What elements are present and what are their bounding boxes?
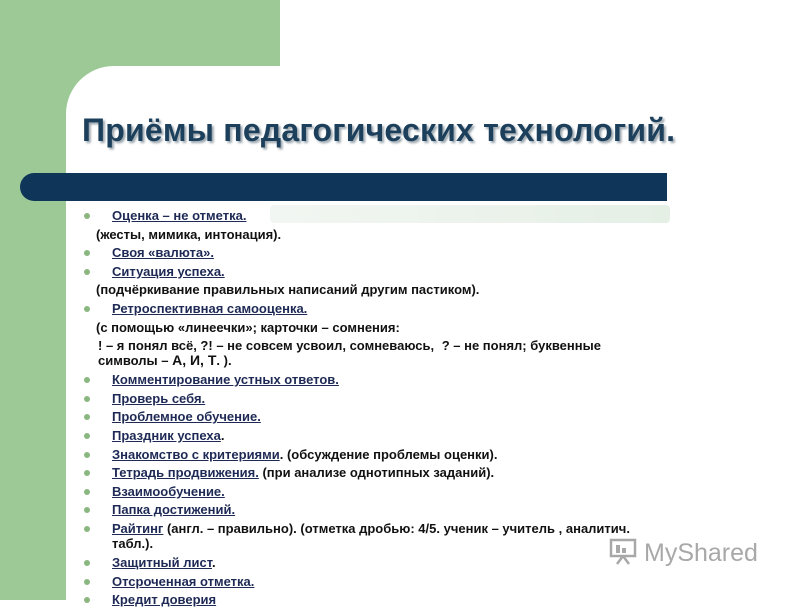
- note-text: . ).: [216, 353, 232, 369]
- item-link[interactable]: Райтинг: [112, 520, 164, 536]
- bullet-dot-icon: [84, 433, 90, 439]
- title-underline-bar: [20, 173, 667, 201]
- item-suffix: .: [211, 554, 216, 570]
- bullet-dot-icon: [84, 396, 90, 402]
- item-link[interactable]: Праздник успеха: [112, 427, 221, 443]
- watermark: [608, 536, 758, 573]
- item-link[interactable]: Ретроспективная самооценка.: [112, 300, 308, 316]
- item-suffix: . (обсуждение проблемы оценки).: [279, 446, 498, 462]
- bullet-dot-icon: [84, 269, 90, 275]
- bullet-dot-icon: [84, 377, 90, 383]
- item-link[interactable]: Защитный лист: [112, 554, 212, 570]
- bullet-dot-icon: [84, 414, 90, 420]
- note-text: символы –: [98, 353, 169, 369]
- presentation-board-icon: [608, 536, 638, 573]
- list-item: [84, 208, 784, 224]
- bullet-dot-icon: [84, 560, 90, 566]
- item-link[interactable]: Комментирование устных ответов.: [112, 372, 339, 388]
- item-link[interactable]: Папка достижений.: [112, 502, 236, 518]
- list-item: [84, 465, 784, 481]
- list-item: [84, 264, 784, 280]
- bullet-dot-icon: [84, 579, 90, 585]
- bullet-dot-icon: [84, 526, 90, 532]
- note-text: (с помощью «линеечки»; карточки – сомнения:: [96, 319, 400, 335]
- note-text: ? – не понял; буквенные: [441, 338, 601, 354]
- list-item: [84, 301, 784, 317]
- bullet-dot-icon: [84, 452, 90, 458]
- bullet-dot-icon: [84, 507, 90, 513]
- item-link[interactable]: Своя «валюта».: [112, 245, 214, 261]
- item-link[interactable]: Оценка – не отметка.: [112, 208, 247, 223]
- note-text: (подчёркивание правильных написаний другим пастиком).: [96, 282, 480, 298]
- item-link[interactable]: Ситуация успеха.: [112, 263, 225, 279]
- bullet-dot-icon: [84, 250, 90, 256]
- list-item: [84, 428, 784, 444]
- list-item: [84, 391, 784, 407]
- item-suffix: (англ. – правильно). (отметка дробью: 4/5. ученик – учитель , аналитич.: [163, 520, 630, 536]
- item-link[interactable]: Отсроченная отметка.: [112, 573, 255, 589]
- symbols-text: А, И, Т: [172, 352, 217, 369]
- bullet-dot-icon: [84, 597, 90, 603]
- list-note-symbols: [84, 338, 784, 368]
- list-item: [84, 245, 784, 261]
- bullet-dot-icon: [84, 213, 90, 219]
- item-link[interactable]: Взаимообучение.: [112, 483, 225, 499]
- bullet-dot-icon: [84, 306, 90, 312]
- item-link[interactable]: Тетрадь продвижения.: [112, 465, 259, 481]
- note-text: ! – я понял всё, ?! – не совсем усвоил, сомневаюсь,: [98, 338, 435, 354]
- list-item: [84, 372, 784, 388]
- slide-title: Приёмы педагогических технологий.: [82, 112, 676, 148]
- list-item: [84, 447, 784, 463]
- list-item: [84, 484, 784, 500]
- item-link[interactable]: Кредит доверия: [112, 592, 217, 608]
- list-note: [84, 282, 784, 298]
- list-item: [84, 409, 784, 425]
- item-suffix: табл.).: [112, 535, 154, 551]
- note-text: (жесты, мимика, интонация).: [96, 226, 282, 242]
- item-link[interactable]: Проверь себя.: [112, 390, 206, 406]
- watermark-text: MyShared: [644, 539, 758, 568]
- list-note: [84, 227, 784, 243]
- list-note: [84, 320, 784, 336]
- list-item: [84, 592, 784, 608]
- item-link[interactable]: Знакомство с критериями: [112, 446, 280, 462]
- list-item: [84, 574, 784, 590]
- bullet-dot-icon: [84, 489, 90, 495]
- item-suffix: (при анализе однотипных заданий).: [258, 465, 495, 481]
- item-suffix: .: [220, 427, 225, 443]
- list-item: [84, 502, 784, 518]
- item-link[interactable]: Проблемное обучение.: [112, 409, 261, 425]
- bullet-dot-icon: [84, 470, 90, 476]
